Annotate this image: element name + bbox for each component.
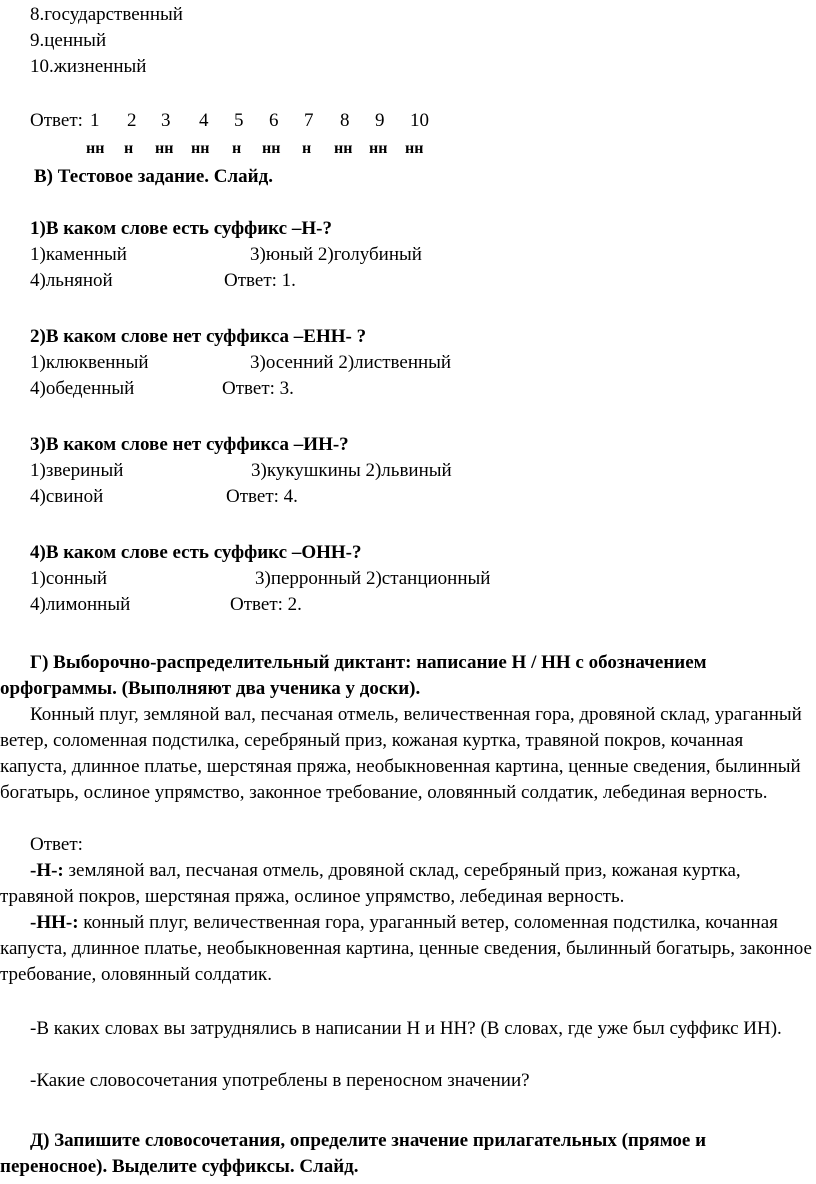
question-3-option-1: 1)звериный	[30, 460, 124, 481]
answer-letter: нн	[369, 140, 388, 157]
question-3-answer: Ответ: 4.	[226, 486, 298, 507]
discussion-question-2: -Какие словосочетания употреблены в переносном значении?	[30, 1070, 530, 1091]
nn-answer-paragraph	[0, 910, 812, 988]
question-3-options-tail: 3)кукушкины 2)львиный	[251, 460, 452, 481]
question-1-option-4: 4)льняной	[30, 270, 113, 291]
answer-letter: н	[302, 140, 312, 157]
question-2-options-tail: 3)осенний 2)лиственный	[250, 352, 452, 373]
question-4-options-tail: 3)перронный 2)станционный	[255, 568, 491, 589]
discussion-question-1: -В каких словах вы затруднялись в написании Н и НН? (В словах, где уже был суффикс ИН).	[30, 1018, 782, 1039]
question-1-options-tail: 3)юный 2)голубиный	[250, 244, 422, 265]
question-2-answer: Ответ: 3.	[222, 378, 294, 399]
answer-number: 9	[375, 110, 385, 131]
question-2: 2)В каком слове нет суффикса –ЕНН- ?	[30, 326, 367, 347]
nn-words: конный плуг, величественная гора, ураганный ветер, соломенная подстилка, кочанная капуста, длинное платье, необыкновенная картина, ценные сведения, былинный богатырь, законное требование, оловянный солдатик.	[0, 912, 812, 985]
answer-letter: нн	[262, 140, 281, 157]
question-4: 4)В каком слове есть суффикс –ОНН-?	[30, 542, 362, 563]
answer-table-label: Ответ:	[30, 110, 83, 131]
question-2-option-4: 4)обеденный	[30, 378, 135, 399]
answer-number: 7	[304, 110, 314, 131]
answer-number: 3	[161, 110, 171, 131]
answer-number: 6	[269, 110, 279, 131]
question-4-option-4: 4)лимонный	[30, 594, 131, 615]
answer-number: 2	[127, 110, 137, 131]
n-words: земляной вал, песчаная отмель, дровяной склад, серебряный приз, кожаная куртка, травяной покров, шерстяная пряжа, ослиное упрямство, лебединая верность.	[0, 860, 741, 907]
answer-letter: нн	[155, 140, 174, 157]
dictation-text: Конный плуг, земляной вал, песчаная отмель, величественная гора, дровяной склад, ураганный ветер, соломенная подстилка, серебряный приз, кожаная куртка, травяной покров, кочанная капуста, длинное платье, шерстяная пряжа, необыкновенная картина, ценные сведения, былинный богатырь, ослиное упрямство, законное требование, оловянный солдатик, лебединая верность.	[0, 704, 802, 803]
section-v-heading: В) Тестовое задание. Слайд.	[34, 166, 273, 187]
question-2-option-1: 1)клюквенный	[30, 352, 149, 373]
question-1-option-1: 1)каменный	[30, 244, 127, 265]
answer-label: Ответ:	[30, 834, 83, 855]
n-label: -Н-:	[30, 860, 64, 881]
question-4-option-1: 1)сонный	[30, 568, 108, 589]
answer-letter: нн	[86, 140, 105, 157]
answer-letter: нн	[405, 140, 424, 157]
n-answer-paragraph	[0, 858, 812, 910]
answer-letter: нн	[334, 140, 353, 157]
list-item-10: 10.жизненный	[30, 56, 147, 77]
list-item-8: 8.государственный	[30, 4, 183, 25]
answer-letter: н	[232, 140, 242, 157]
question-3: 3)В каком слове нет суффикса –ИН-?	[30, 434, 349, 455]
answer-number: 8	[340, 110, 350, 131]
answer-letter: нн	[191, 140, 210, 157]
section-d-heading: Д) Запишите словосочетания, определите значение прилагательных (прямое и переносное). Выделите суффиксы. Слайд.	[0, 1130, 707, 1177]
list-item-9: 9.ценный	[30, 30, 107, 51]
answer-letter: н	[124, 140, 134, 157]
answer-number: 1	[90, 110, 100, 131]
answer-number: 10	[410, 110, 429, 131]
nn-label: -НН-:	[30, 912, 79, 933]
question-1: 1)В каком слове есть суффикс –Н-?	[30, 218, 332, 239]
question-1-answer: Ответ: 1.	[224, 270, 296, 291]
question-4-answer: Ответ: 2.	[230, 594, 302, 615]
answer-number: 4	[199, 110, 209, 131]
answer-number: 5	[234, 110, 244, 131]
question-3-option-4: 4)свиной	[30, 486, 104, 507]
section-g-heading: Г) Выборочно-распределительный диктант: написание Н / НН с обозначением орфограммы. (Выполняют два ученика у доски).	[0, 652, 707, 699]
